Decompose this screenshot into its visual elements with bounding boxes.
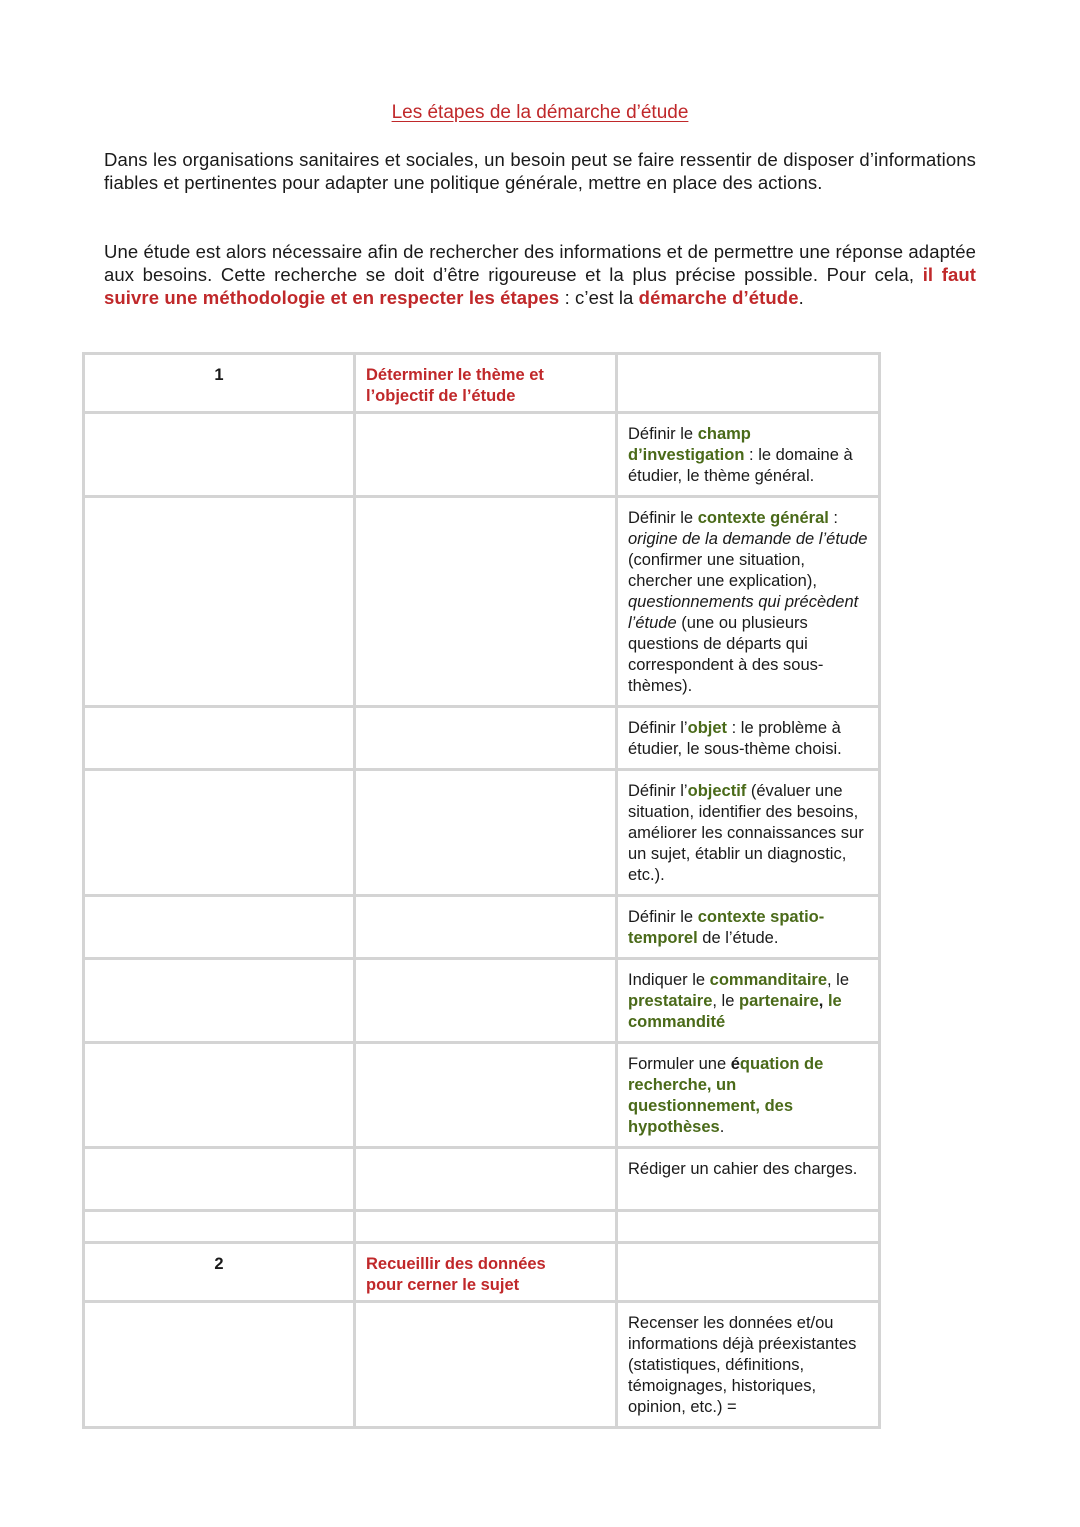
- page-title: Les étapes de la démarche d’étude: [391, 102, 689, 123]
- intro2-text-c: : c’est la: [559, 287, 639, 308]
- table-row: [84, 1043, 880, 1148]
- task-cell-recenser: Recenser les données et/ou informations déjà préexistantes (statistiques, définitions, témoignages, historiques, opinion, etc.) =: [617, 1302, 880, 1428]
- step-title: Déterminer le thème et l’objectif de l’étude: [366, 366, 544, 405]
- intro-paragraph-1: Dans les organisations sanitaires et sociales, un besoin peut se faire ressentir de disposer d’informations fiables et pertinentes pour adapter une politique générale, mettre en place des actions.: [104, 149, 976, 193]
- intro2-text-e: .: [798, 287, 804, 308]
- task-cell-champ: Définir le champ d’investigation : le domaine à étudier, le thème général.: [617, 413, 880, 497]
- step-number: 2: [84, 1243, 355, 1302]
- task-cell-contexte: Définir le contexte général : origine de la demande de l’étude (confirmer une situation, chercher une explication), questionnements qui précèdent l’étude (une ou plusieurs questions de départs qui correspondent à des sous-thèmes).: [617, 497, 880, 707]
- table-row: [84, 413, 880, 497]
- intro2-highlight-methodology: il faut suivre une méthodologie et en respecter les étapes: [104, 264, 976, 308]
- table-row: [84, 1302, 880, 1428]
- task-cell-equation: Formuler une équation de recherche, un questionnement, des hypothèses.: [617, 1043, 880, 1148]
- step-title-cell: [355, 1243, 617, 1302]
- intro-paragraph-2: [104, 240, 976, 309]
- table-row: [84, 1148, 880, 1211]
- table-row: [84, 896, 880, 959]
- table-row-step-2: [84, 1243, 880, 1302]
- task-cell-spatio: Définir le contexte spatio-temporel de l’étude.: [617, 896, 880, 959]
- task-cell-cahier: Rédiger un cahier des charges.: [617, 1148, 880, 1211]
- task-cell-objet: Définir l’objet : le problème à étudier, le sous-thème choisi.: [617, 707, 880, 770]
- task-cell-acteurs: Indiquer le commanditaire, le prestataire, le partenaire, le commandité: [617, 959, 880, 1043]
- table-row-spacer: [84, 1211, 880, 1243]
- intro2-text-a: Une étude est alors nécessaire afin de rechercher des informations et de permettre une réponse adaptée aux besoins. Cette recherche se doit d’être rigoureuse et la plus précise possible. Pour cela,: [104, 241, 976, 285]
- table-row: [84, 707, 880, 770]
- table-row: [84, 770, 880, 896]
- step-number: 1: [84, 354, 355, 413]
- table-row-step-1: [84, 354, 880, 413]
- steps-table: [82, 352, 881, 1429]
- table-row: [84, 959, 880, 1043]
- step-title-cell: [355, 354, 617, 413]
- task-cell-objectif: Définir l’objectif (évaluer une situation, identifier des besoins, améliorer les connaissances sur un sujet, établir un diagnostic, etc.).: [617, 770, 880, 896]
- step-title: Recueillir des données pour cerner le sujet: [366, 1255, 546, 1294]
- empty-cell: [617, 1243, 880, 1302]
- table-row: [84, 497, 880, 707]
- intro2-highlight-demarche: démarche d’étude: [638, 287, 799, 308]
- empty-cell: [617, 354, 880, 413]
